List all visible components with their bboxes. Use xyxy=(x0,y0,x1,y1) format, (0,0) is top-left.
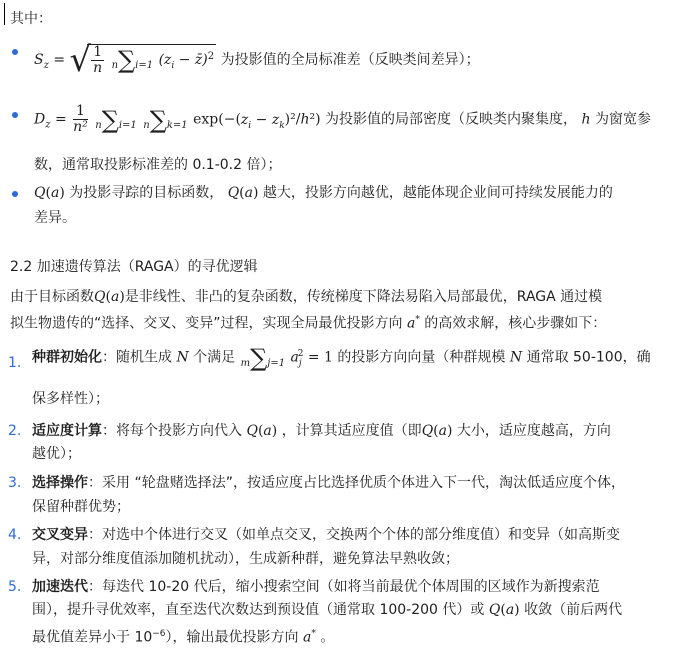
step5-line3: 最优值差异小于 $10^{-6}$），输出最优投影方向 a* 。 xyxy=(32,629,335,646)
step3-line1: 选择操作：采用 “轮盘赌选择法”，按适应度占比选择优质个体进入下一代，淘汰低适应度个体， xyxy=(32,475,625,491)
section-heading: 2.2 加速遗传算法（RAGA）的寻优逻辑 xyxy=(10,259,258,275)
step-number: 4. xyxy=(8,527,22,543)
step5-line1: 加速迭代：每迭代 10-20 代后，缩小搜索空间（如将当前最优个体周围的区域作为新搜索范 xyxy=(32,579,600,595)
bullet-dot xyxy=(12,49,18,55)
step5-line2: 围），提升寻优效率，直至迭代次数达到预设值（通常取 100-200 代）或 Q(a) 收敛（前后两代 xyxy=(32,602,623,618)
step2-line2: 越优）； xyxy=(32,446,81,462)
para-line2: 拟生物遗传的“选择、交叉、变异”过程，实现全局最优投影方向 a* 的高效求解，核心步骤如下： xyxy=(10,315,607,332)
bullet3-line1: Q(a) 为投影寻踪的目标函数， Q(a) 越大，投影方向越优，越能体现企业间可持续发展能力的 xyxy=(34,185,613,201)
bullet2-text: 为投影值的局部密度（反映类内聚集度， xyxy=(325,111,578,128)
step1-line2: 保多样性）； xyxy=(32,391,109,407)
bullet3-line2: 差异。 xyxy=(34,210,76,226)
step-number: 2. xyxy=(8,423,22,439)
para-line1: 由于目标函数Q(a)是非线性、非凸的复杂函数，传统梯度下降法易陷入局部最优，RAGA 通过模 xyxy=(10,289,603,305)
bullet-dot xyxy=(12,112,18,118)
step-number: 3. xyxy=(8,475,22,491)
formula-sz: $S_z$ = √ $\frac{1}{n}$ n∑i=1 ($z_i$ − z̄)$^2$ 为投影值的全局标准差（反映类间差异）； xyxy=(34,40,480,80)
bullet1-text: 为投影值的全局标准差（反映类间差异）； xyxy=(220,52,480,68)
step-number: 1. xyxy=(8,355,22,371)
bullet2-line2: 数，通常取投影标准差的 0.1-0.2 倍）； xyxy=(34,157,282,173)
formula-dz: $D_z$ = $\frac{1}{\text{n²}}$ n∑i=1 n∑k=1 $\exp(-(z_i - z_k)^2/h^2)$ 为投影值的局部密度（反映类内聚集度， h 为窗宽参 xyxy=(34,103,651,135)
step3-line2: 保留种群优势； xyxy=(32,499,130,515)
step4-line1: 交叉变异：对选中个体进行交叉（如单点交叉，交换两个个体的部分维度值）和变异（如高斯变 xyxy=(32,527,620,543)
step-number: 5. xyxy=(8,579,22,595)
intro-text: 其中： xyxy=(10,11,52,27)
text-cursor xyxy=(4,3,5,25)
bullet-dot xyxy=(12,191,18,197)
step1-line1: 种群初始化：随机生成 N 个满足 m∑j=1 $a_j^2 = 1$ 的投影方向向量（种群规模 N 通常取 50-100，确 xyxy=(32,343,651,372)
step4-line2: 异，对部分维度值添加随机扰动），生成新种群，避免算法早熟收敛； xyxy=(32,551,459,567)
step2-line1: 适应度计算：将每个投影方向代入 Q(a) ，计算其适应度值（即Q(a) 大小，适应度越高，方向 xyxy=(32,423,611,439)
